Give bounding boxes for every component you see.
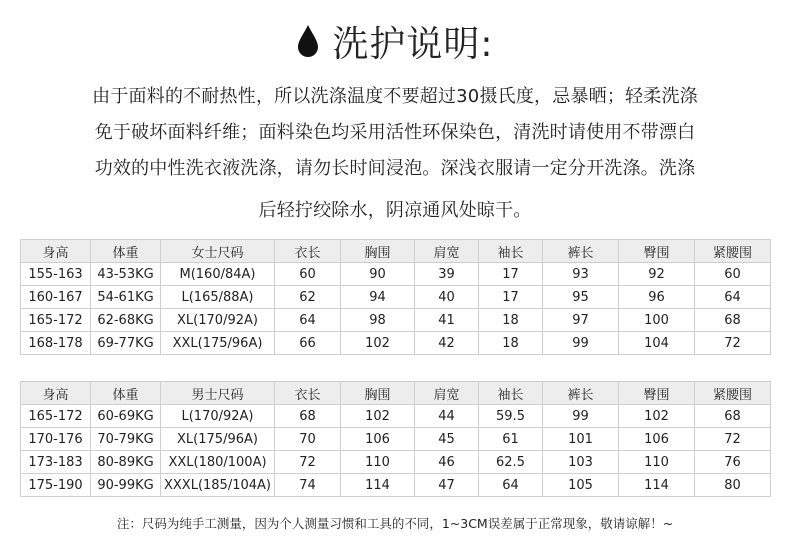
table-cell: 92 (619, 263, 695, 286)
table-cell: 72 (695, 332, 771, 355)
table-cell: 102 (619, 405, 695, 428)
table-cell: 90 (341, 263, 415, 286)
table-cell: 47 (415, 474, 479, 497)
table-cell: L(165/88A) (161, 286, 275, 309)
table-cell: 69-77KG (91, 332, 161, 355)
table-cell: 68 (695, 405, 771, 428)
header-cell: 男士尺码 (161, 382, 275, 405)
table-cell: 62.5 (479, 451, 543, 474)
table-cell: L(170/92A) (161, 405, 275, 428)
table-cell: XXXL(185/104A) (161, 474, 275, 497)
table-cell: 44 (415, 405, 479, 428)
table-cell: 70-79KG (91, 428, 161, 451)
section-title (0, 14, 790, 68)
table-cell: 64 (479, 474, 543, 497)
header-cell: 臀围 (619, 240, 695, 263)
table-cell: 95 (543, 286, 619, 309)
table-cell: 99 (543, 332, 619, 355)
table-cell: 18 (479, 332, 543, 355)
table-cell: 104 (619, 332, 695, 355)
table-cell: 165-172 (21, 405, 91, 428)
header-cell: 衣长 (275, 240, 341, 263)
header-cell: 身高 (21, 382, 91, 405)
care-text-line-2: 免于破坏面料纤维；面料染色均采用活性环保染色，清洗时请使用不带漂白 (94, 122, 696, 143)
table-cell: 40 (415, 286, 479, 309)
table-cell: 70 (275, 428, 341, 451)
header-cell: 肩宽 (415, 240, 479, 263)
table-cell: 170-176 (21, 428, 91, 451)
table-header-row (21, 240, 771, 263)
table-cell: 100 (619, 309, 695, 332)
table-cell: 155-163 (21, 263, 91, 286)
table-cell: XXL(175/96A) (161, 332, 275, 355)
table-cell: 173-183 (21, 451, 91, 474)
table-row (21, 428, 771, 451)
table-cell: M(160/84A) (161, 263, 275, 286)
header-cell: 袖长 (479, 382, 543, 405)
table-cell: 72 (695, 428, 771, 451)
title-text: 洗护说明: (332, 23, 494, 65)
header-cell: 胸围 (341, 240, 415, 263)
table-row (21, 309, 771, 332)
table-cell: 62 (275, 286, 341, 309)
table-cell: 60-69KG (91, 405, 161, 428)
table-cell: 41 (415, 309, 479, 332)
table-cell: 18 (479, 309, 543, 332)
table-cell: 64 (695, 286, 771, 309)
table-cell: 17 (479, 263, 543, 286)
measurement-note: 注：尺码为纯手工测量，因为个人测量习惯和工具的不同，1~3CM误差属于正常现象，敬请谅解！~ (116, 516, 674, 531)
care-text-line-3: 功效的中性洗衣液洗涤，请勿长时间浸泡。深浅衣服请一定分开洗涤。洗涤 (94, 158, 696, 179)
table-cell: 54-61KG (91, 286, 161, 309)
table-cell: 93 (543, 263, 619, 286)
table-cell: 90-99KG (91, 474, 161, 497)
table-cell: 97 (543, 309, 619, 332)
table-cell: 60 (275, 263, 341, 286)
header-cell: 肩宽 (415, 382, 479, 405)
header-cell: 体重 (91, 382, 161, 405)
table-cell: 98 (341, 309, 415, 332)
table-cell: 94 (341, 286, 415, 309)
table-cell: 103 (543, 451, 619, 474)
table-cell: 114 (619, 474, 695, 497)
table-cell: 68 (275, 405, 341, 428)
care-text-line-4: 后轻拧绞除水，阴凉通风处晾干。 (258, 200, 532, 221)
table-row (21, 474, 771, 497)
table-cell: XL(170/92A) (161, 309, 275, 332)
table-cell: 43-53KG (91, 263, 161, 286)
header-cell: 体重 (91, 240, 161, 263)
header-cell: 臀围 (619, 382, 695, 405)
table-row (21, 405, 771, 428)
table-cell: 59.5 (479, 405, 543, 428)
care-text-line-1: 由于面料的不耐热性，所以洗涤温度不要超过30摄氏度，忌暴晒；轻柔洗涤 (92, 86, 698, 107)
table-cell: 45 (415, 428, 479, 451)
header-cell: 裤长 (543, 240, 619, 263)
women-size-table (20, 239, 771, 355)
table-cell: XXL(180/100A) (161, 451, 275, 474)
table-row (21, 451, 771, 474)
header-cell: 裤长 (543, 382, 619, 405)
table-cell: XL(175/96A) (161, 428, 275, 451)
table-cell: 106 (619, 428, 695, 451)
table-cell: 62-68KG (91, 309, 161, 332)
table-cell: 105 (543, 474, 619, 497)
table-cell: 168-178 (21, 332, 91, 355)
header-cell: 胸围 (341, 382, 415, 405)
water-drop-icon (296, 24, 320, 58)
table-cell: 46 (415, 451, 479, 474)
table-row (21, 332, 771, 355)
table-cell: 101 (543, 428, 619, 451)
table-cell: 76 (695, 451, 771, 474)
table-cell: 110 (619, 451, 695, 474)
header-cell: 紧腰围 (695, 240, 771, 263)
table-cell: 17 (479, 286, 543, 309)
table-cell: 74 (275, 474, 341, 497)
header-cell: 紧腰围 (695, 382, 771, 405)
table-cell: 175-190 (21, 474, 91, 497)
table-cell: 96 (619, 286, 695, 309)
table-row (21, 286, 771, 309)
table-cell: 110 (341, 451, 415, 474)
table-cell: 64 (275, 309, 341, 332)
table-cell: 102 (341, 332, 415, 355)
table-cell: 165-172 (21, 309, 91, 332)
table-cell: 68 (695, 309, 771, 332)
table-cell: 39 (415, 263, 479, 286)
table-cell: 114 (341, 474, 415, 497)
table-cell: 80 (695, 474, 771, 497)
table-cell: 102 (341, 405, 415, 428)
table-cell: 61 (479, 428, 543, 451)
table-cell: 80-89KG (91, 451, 161, 474)
table-cell: 160-167 (21, 286, 91, 309)
table-header-row (21, 382, 771, 405)
table-cell: 72 (275, 451, 341, 474)
men-size-table (20, 381, 771, 497)
table-cell: 60 (695, 263, 771, 286)
table-cell: 99 (543, 405, 619, 428)
header-cell: 女士尺码 (161, 240, 275, 263)
header-cell: 袖长 (479, 240, 543, 263)
table-cell: 106 (341, 428, 415, 451)
header-cell: 衣长 (275, 382, 341, 405)
table-cell: 42 (415, 332, 479, 355)
table-cell: 66 (275, 332, 341, 355)
table-row (21, 263, 771, 286)
header-cell: 身高 (21, 240, 91, 263)
